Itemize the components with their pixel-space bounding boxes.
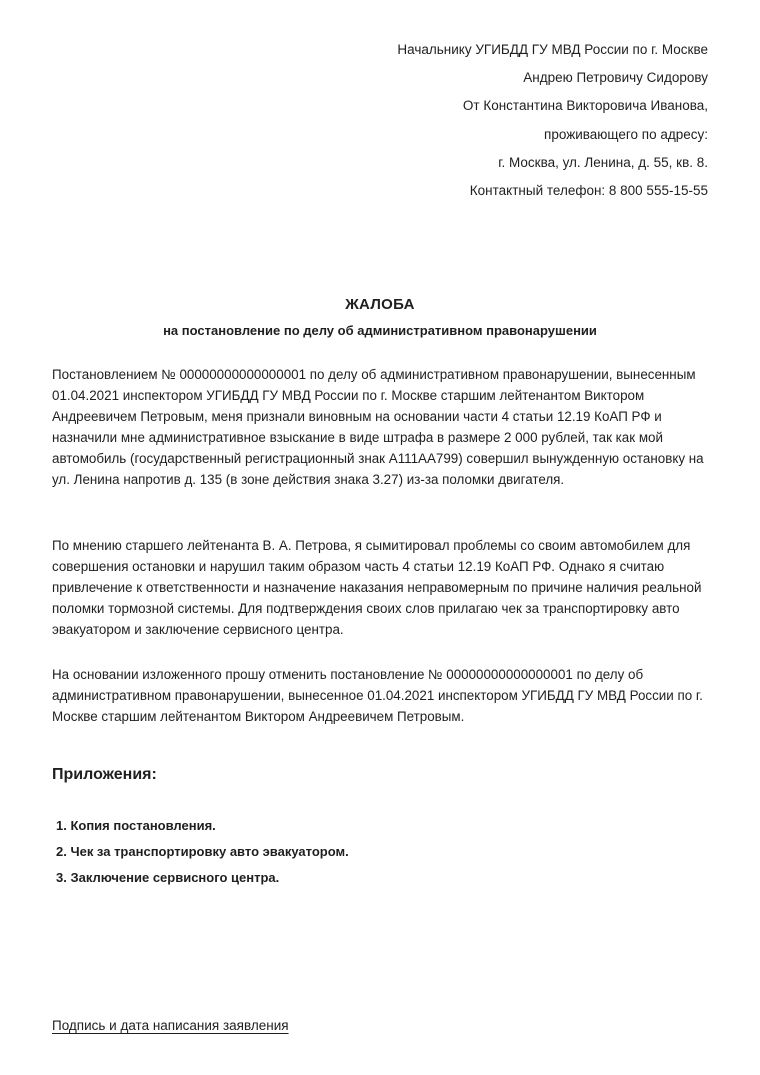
body-paragraph-3: На основании изложенного прошу отменить постановление № 00000000000000001 по делу об административном правонарушении, вынесенное 01.04.2021 инспектором УГИБДД ГУ МВД России по г. Москве старшим лейтенантом Виктором Андреевичем Петровым.	[52, 667, 703, 724]
header-line-address-label: проживающего по адресу:	[544, 126, 708, 142]
header-line-recipient-position: Начальнику УГИБДД ГУ МВД России по г. Москве	[397, 42, 708, 57]
attachment-item: 2. Чек за транспортировку авто эвакуатором.	[56, 844, 349, 859]
document-subtitle: на постановление по делу об административном правонарушении	[163, 323, 597, 338]
document-title: ЖАЛОБА	[345, 296, 415, 313]
attachments-list	[56, 813, 349, 891]
body-paragraph-2: По мнению старшего лейтенанта В. А. Петрова, я сымитировал проблемы со своим автомобилем для совершения остановки и нарушил таким образом часть 4 статьи 12.19 КоАП РФ. Однако я считаю привлечение к ответственности и назначение наказания неправомерным по причине наличия реальной поломки тормозной системы. Для подтверждения своих слов прилагаю чек за транспортировку авто эвакуатором и заключение сервисного центра.	[52, 538, 702, 637]
body-paragraph-1: Постановлением № 00000000000000001 по делу об административном правонарушении, вынесенным 01.04.2021 инспектором УГИБДД ГУ МВД России по г. Москве старшим лейтенантом Виктором Андреевичем Петровым, меня признали виновным на основании части 4 статьи 12.19 КоАП РФ и назначили мне административное взыскание в виде штрафа в размере 2 000 рублей, так как мой автомобиль (государственный регистрационный знак А111АА799) совершил вынужденную остановку на ул. Ленина напротив д. 135 (в зоне действия знака 3.27) из-за поломки двигателя.	[52, 367, 704, 487]
addressee-block	[148, 36, 708, 205]
attachments-heading: Приложения:	[52, 766, 157, 783]
signature-date-line: Подпись и дата написания заявления	[52, 1018, 289, 1033]
attachment-item: 1. Копия постановления.	[56, 818, 216, 833]
header-line-recipient-name: Андрею Петровичу Сидорову	[523, 70, 708, 86]
header-line-address: г. Москва, ул. Ленина, д. 55, кв. 8.	[498, 154, 708, 170]
header-line-sender-name: От Константина Викторовича Иванова,	[462, 98, 708, 114]
header-line-phone: Контактный телефон: 8 800 555-15-55	[469, 183, 708, 199]
attachment-item: 3. Заключение сервисного центра.	[56, 870, 280, 885]
